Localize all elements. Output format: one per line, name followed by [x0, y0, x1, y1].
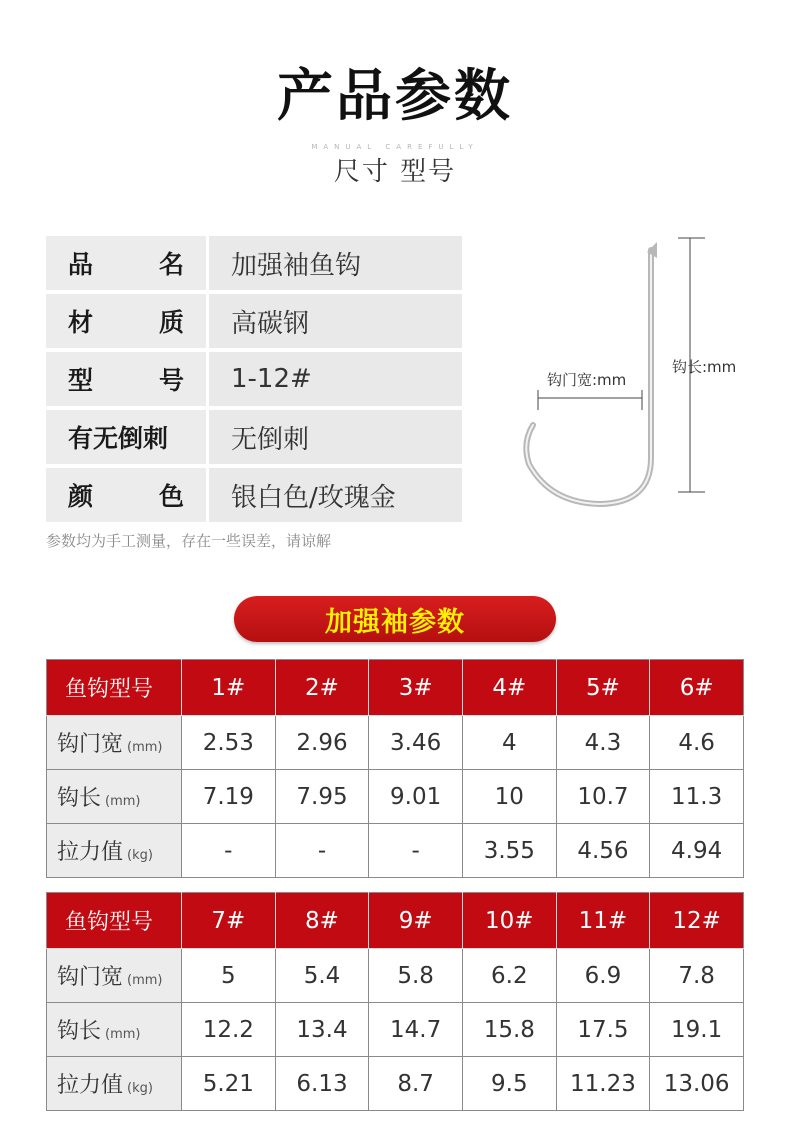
value-cell: 13.06 — [650, 1057, 744, 1111]
page-title: 产品参数 — [277, 64, 513, 129]
fish-hook-icon — [500, 228, 770, 528]
spec-label — [46, 468, 206, 522]
value-cell: 19.1 — [650, 1003, 744, 1057]
spec-label-char: 质 — [158, 308, 184, 337]
value-cell: 4.3 — [556, 716, 650, 770]
size-cell: 4# — [462, 660, 556, 716]
size-cell: 9# — [369, 893, 463, 949]
size-cell: 8# — [275, 893, 369, 949]
value-cell: 3.46 — [369, 716, 463, 770]
value-cell: 9.5 — [462, 1057, 556, 1111]
table-header-row — [47, 660, 744, 716]
value-cell: 14.7 — [369, 1003, 463, 1057]
spec-row-material — [46, 294, 462, 348]
spec-value: 1-12# — [209, 352, 462, 406]
spec-label-char: 号 — [158, 366, 184, 395]
row-label: 钩门宽 (mm) — [47, 716, 182, 770]
spec-label-text: 有无倒刺 — [68, 424, 169, 453]
spec-value: 加强袖鱼钩 — [209, 236, 462, 290]
spec-label — [46, 294, 206, 348]
size-cell: 10# — [462, 893, 556, 949]
spec-label-char: 颜 — [68, 482, 94, 511]
value-cell: 6.2 — [462, 949, 556, 1003]
spec-label — [46, 410, 206, 464]
value-cell: 4 — [462, 716, 556, 770]
size-cell: 7# — [182, 893, 276, 949]
row-label: 钩长 (mm) — [47, 1003, 182, 1057]
table-row — [47, 824, 744, 878]
value-cell: 9.01 — [369, 770, 463, 824]
value-cell: 3.55 — [462, 824, 556, 878]
value-cell: 6.13 — [275, 1057, 369, 1111]
subtitle-en: MANUAL CAREFULLY — [311, 143, 479, 151]
size-cell: 1# — [182, 660, 276, 716]
row-label: 钩门宽 (mm) — [47, 949, 182, 1003]
table-row — [47, 1057, 744, 1111]
value-cell: 7.95 — [275, 770, 369, 824]
spec-value: 无倒刺 — [209, 410, 462, 464]
spec-label-char: 名 — [158, 250, 184, 279]
value-cell: 7.8 — [650, 949, 744, 1003]
value-cell: 5 — [182, 949, 276, 1003]
size-cell: 11# — [556, 893, 650, 949]
value-cell: 4.94 — [650, 824, 744, 878]
param-table-1 — [46, 659, 744, 878]
header-label: 鱼钩型号 — [47, 893, 182, 949]
value-cell: - — [275, 824, 369, 878]
value-cell: 4.6 — [650, 716, 744, 770]
value-cell: 11.23 — [556, 1057, 650, 1111]
table-row — [47, 949, 744, 1003]
spec-label-char: 品 — [68, 250, 94, 279]
gap-label: 钩门宽:mm — [547, 371, 627, 389]
size-cell: 6# — [650, 660, 744, 716]
value-cell: 12.2 — [182, 1003, 276, 1057]
page-subtitle: 尺寸 型号 — [333, 157, 457, 187]
spec-row-color — [46, 468, 462, 522]
value-cell: 6.9 — [556, 949, 650, 1003]
value-cell: 15.8 — [462, 1003, 556, 1057]
spec-row-name — [46, 236, 462, 290]
value-cell: 5.8 — [369, 949, 463, 1003]
param-table-2 — [46, 892, 744, 1111]
row-label: 拉力值 (kg) — [47, 824, 182, 878]
value-cell: 5.4 — [275, 949, 369, 1003]
value-cell: 4.56 — [556, 824, 650, 878]
table-header-row — [47, 893, 744, 949]
spec-table — [46, 236, 462, 526]
spec-label-char: 色 — [158, 482, 184, 511]
spec-label-char: 型 — [68, 366, 94, 395]
spec-row-barb — [46, 410, 462, 464]
value-cell: 7.19 — [182, 770, 276, 824]
spec-row-model — [46, 352, 462, 406]
spec-label-char: 材 — [68, 308, 94, 337]
banner-title: 加强袖参数 — [325, 606, 465, 638]
row-label: 拉力值 (kg) — [47, 1057, 182, 1111]
value-cell: 10.7 — [556, 770, 650, 824]
value-cell: 10 — [462, 770, 556, 824]
size-cell: 3# — [369, 660, 463, 716]
row-label: 钩长 (mm) — [47, 770, 182, 824]
measurement-note: 参数均为手工测量，存在一些误差，请谅解 — [46, 532, 332, 550]
value-cell: 8.7 — [369, 1057, 463, 1111]
length-label: 钩长:mm — [672, 358, 737, 376]
header-label: 鱼钩型号 — [47, 660, 182, 716]
section-banner — [234, 596, 556, 642]
value-cell: 5.21 — [182, 1057, 276, 1111]
table-row — [47, 770, 744, 824]
value-cell: 13.4 — [275, 1003, 369, 1057]
size-cell: 12# — [650, 893, 744, 949]
value-cell: 11.3 — [650, 770, 744, 824]
spec-value: 高碳钢 — [209, 294, 462, 348]
size-cell: 5# — [556, 660, 650, 716]
size-cell: 2# — [275, 660, 369, 716]
table-row — [47, 1003, 744, 1057]
spec-value: 银白色/玫瑰金 — [209, 468, 462, 522]
value-cell: 2.96 — [275, 716, 369, 770]
value-cell: - — [182, 824, 276, 878]
value-cell: 2.53 — [182, 716, 276, 770]
table-row — [47, 716, 744, 770]
spec-label — [46, 236, 206, 290]
value-cell: 17.5 — [556, 1003, 650, 1057]
spec-label — [46, 352, 206, 406]
value-cell: - — [369, 824, 463, 878]
